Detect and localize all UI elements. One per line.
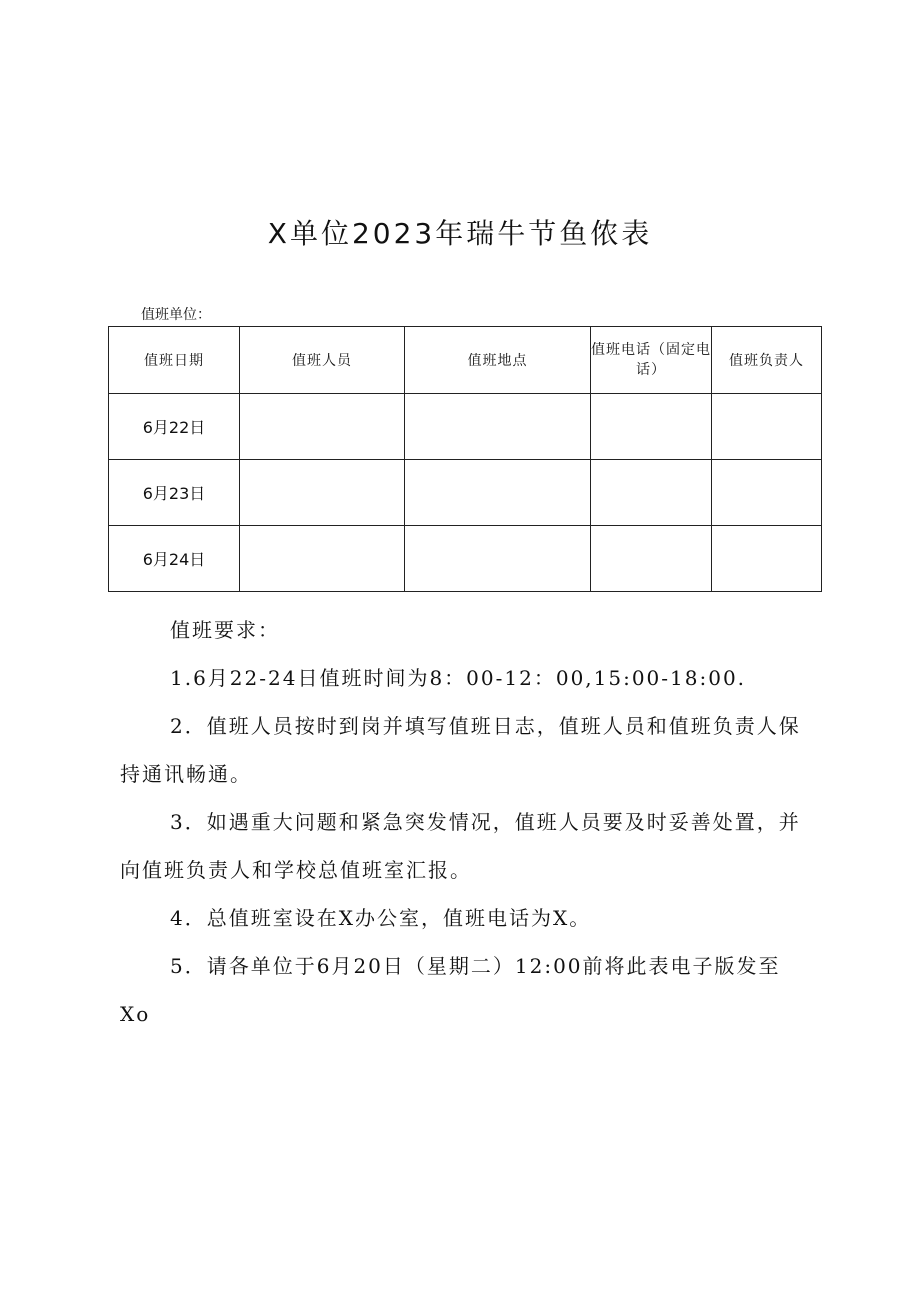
cell-staff	[240, 526, 405, 592]
cell-supervisor	[712, 526, 822, 592]
cell-date: 6月24日	[109, 526, 240, 592]
duty-unit-label: 值班单位：	[141, 307, 211, 323]
cell-location	[405, 394, 591, 460]
header-phone: 值班电话（固定电话）	[591, 327, 712, 394]
requirement-item: 1.6月22-24日值班时间为8：00-12：00,15:00-18:00.	[170, 666, 747, 690]
cell-staff	[240, 460, 405, 526]
requirement-item: 2．值班人员按时到岗并填写值班日志，值班人员和值班负责人保持通讯畅通。	[120, 714, 801, 786]
header-location: 值班地点	[405, 327, 591, 394]
cell-supervisor	[712, 460, 822, 526]
requirements-section	[120, 606, 810, 1038]
cell-phone	[591, 526, 712, 592]
cell-phone	[591, 460, 712, 526]
cell-location	[405, 526, 591, 592]
cell-location	[405, 460, 591, 526]
requirement-item: 3．如遇重大问题和紧急突发情况，值班人员要及时妥善处置，并向值班负责人和学校总值班室汇报。	[120, 810, 801, 882]
table-row	[109, 526, 822, 592]
duty-schedule-table	[108, 326, 822, 592]
cell-supervisor	[712, 394, 822, 460]
header-date: 值班日期	[109, 327, 240, 394]
header-staff: 值班人员	[240, 327, 405, 394]
cell-date: 6月22日	[109, 394, 240, 460]
table-header-row	[109, 327, 822, 394]
table-row	[109, 460, 822, 526]
table-row	[109, 394, 822, 460]
requirements-heading: 值班要求：	[170, 618, 280, 642]
cell-phone	[591, 394, 712, 460]
requirement-item: 4．总值班室设在X办公室，值班电话为X。	[170, 906, 592, 930]
cell-date: 6月23日	[109, 460, 240, 526]
document-title: X单位2023年瑞牛节鱼侬表	[267, 217, 653, 250]
cell-staff	[240, 394, 405, 460]
requirement-item: 5．请各单位于6月20日（星期二）12:00前将此表电子版发至Xo	[120, 954, 781, 1026]
header-supervisor: 值班负责人	[712, 327, 822, 394]
